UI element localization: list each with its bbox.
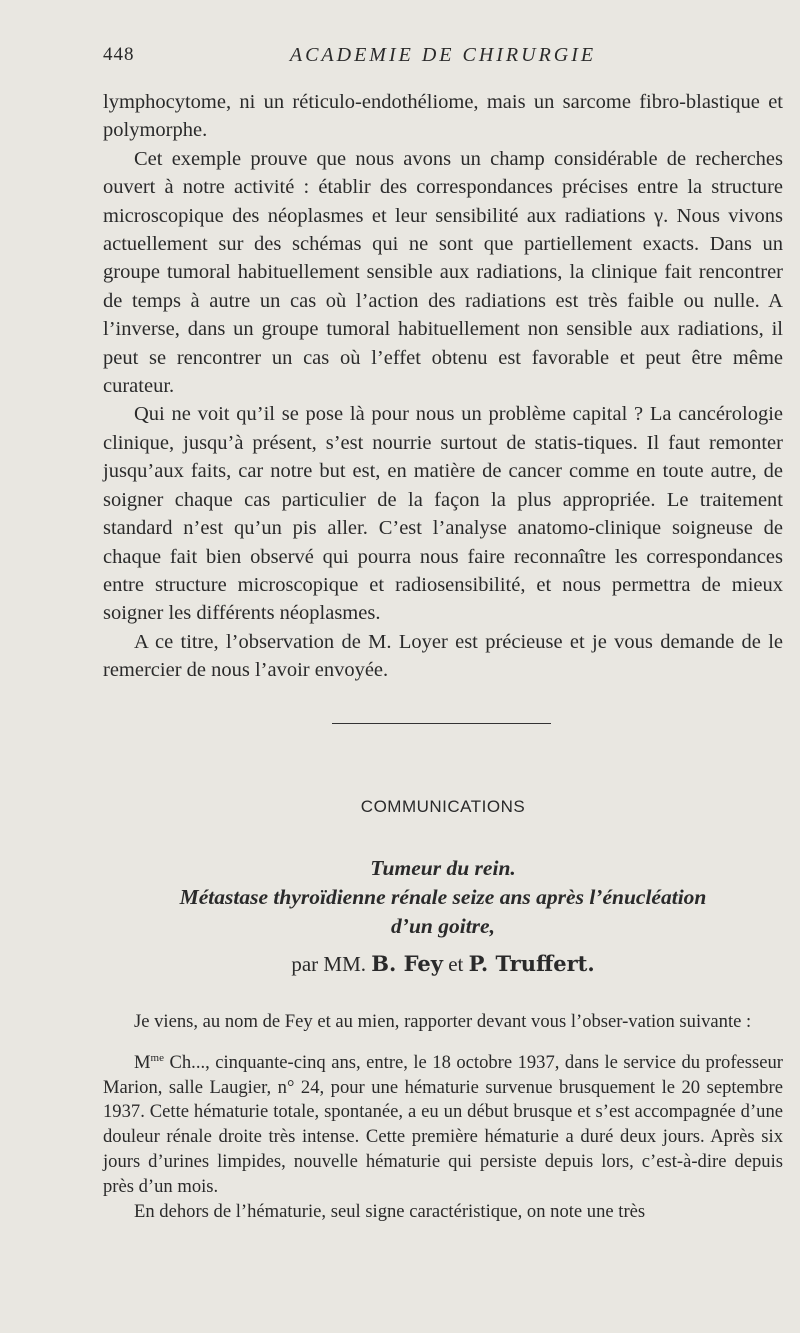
case-observation [103, 1051, 783, 1200]
author-2: P. Truffert. [468, 951, 595, 976]
body-text [103, 88, 783, 685]
obs-superscript: me [150, 1051, 164, 1064]
journal-title: ACADEMIE DE CHIRURGIE [289, 44, 597, 66]
article-title-line-2: Métastase thyroïdienne rénale seize ans après l’énucléation [179, 885, 707, 909]
article-title-line-3: d’un goitre, [391, 914, 495, 938]
paragraph-1: lymphocytome, ni un réticulo-endothéliome, mais un sarcome fibro-blastique et polymorphe. [103, 91, 783, 142]
page-number: 448 [103, 44, 135, 65]
article-title-line-1: Tumeur du rein. [370, 856, 516, 880]
article-byline [103, 951, 783, 977]
running-header [103, 44, 783, 74]
author-1: B. Fey [371, 951, 443, 976]
section-heading: COMMUNICATIONS [360, 797, 526, 816]
article-title [103, 854, 783, 941]
case-report [103, 1010, 783, 1224]
obs-prefix: M [134, 1051, 151, 1073]
byline-conjunction: et [448, 952, 464, 976]
case-intro: Je viens, au nom de Fey et au mien, rapporter devant vous l’obser-vation suivante : [134, 1011, 752, 1032]
paragraph-2: Cet exemple prouve que nous avons un champ considérable de recherches ouvert à notre activité : établir des correspondances précises entre la structure microscopique des néoplasmes et leur sensibilité aux radiations γ. Nous vivons actuellement sur des schémas qui ne sont que partiellement exacts. Dans un groupe tumoral habituellement sensible aux radiations, la clinique fait rencontrer de temps à autre un cas où l’action des radiations est très faible ou nulle. A l’inverse, dans un groupe tumoral habituellement non sensible aux radiations, il peut se rencontrer un cas où l’effet obtenu est favorable et peut être même curateur. [103, 147, 783, 398]
paragraph-3: Qui ne voit qu’il se pose là pour nous un problème capital ? La cancérologie clinique, jusqu’à présent, s’est nourrie surtout de statis-tiques. Il faut remonter jusqu’aux faits, car notre but est, en matière de cancer comme en toute autre, de soigner chaque cas particulier de la façon la plus appropriée. Le traitement standard n’est qu’un pis aller. C’est l’analyse anatomo-clinique soigneuse de chaque fait bien observé qui pourra nous faire reconnaître les correspondances entre structure microscopique et radiosensibilité, et nous permettra de mieux soigner les différents néoplasmes. [103, 403, 783, 625]
byline-prefix: par MM. [291, 952, 366, 976]
case-continuation: En dehors de l’hématurie, seul signe caractéristique, on note une très [134, 1200, 646, 1222]
section-divider [332, 723, 551, 724]
paragraph-4: A ce titre, l’observation de M. Loyer est précieuse et je vous demande de le remercier de nous l’avoir envoyée. [103, 630, 783, 682]
obs-body: Ch..., cinquante-cinq ans, entre, le 18 octobre 1937, dans le service du professeur Marion, salle Laugier, n° 24, pour une hématurie survenue brusquement le 20 septembre 1937. Cette hématurie totale, spontanée, a eu un début brusque et s’est accompagnée d’une douleur rénale droite très intense. Cette première hématurie a duré deux jours. Après six jours d’urines limpides, nouvelle hématurie qui persiste depuis lors, c’est-à-dire depuis près d’un mois. [103, 1051, 783, 1197]
